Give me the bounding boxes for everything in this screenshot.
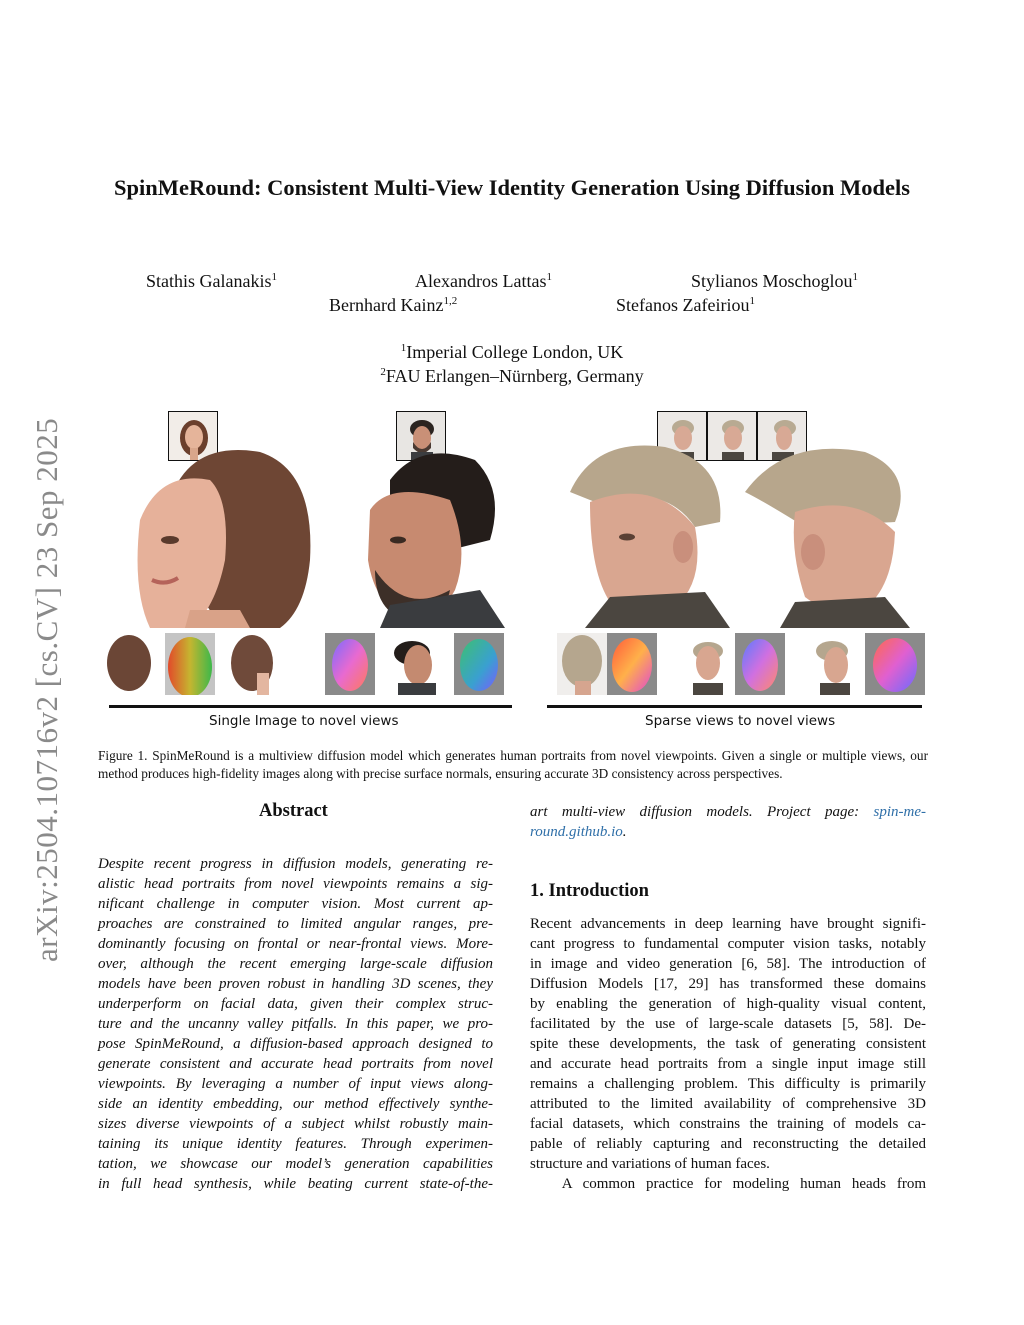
figure-label-sparse-views: Sparse views to novel views (645, 713, 836, 729)
author-2 (415, 271, 552, 292)
figure-caption: Figure 1. SpinMeRound is a multiview diffusion model which generates human portraits from novel viewpoints. Given a single or multiple views, our method produces high-fidelity images along with precise surface normals, ensuring accurate 3D consistency across perspectives. (98, 748, 928, 781)
intro-line: facilitated by the use of large-scale datasets [5, 58]. De- (530, 1016, 926, 1032)
author-1 (146, 271, 277, 292)
normal-map-tile-6 (865, 633, 925, 695)
abstract-line: nificant challenge in computer vision. Most current ap- (98, 896, 493, 912)
author-4 (329, 295, 457, 316)
continuation-end: . (622, 824, 627, 840)
paper-title: SpinMeRound: Consistent Multi-View Identity Generation Using Diffusion Models (113, 175, 911, 200)
intro-line: Diffusion Models [17, 29] has transformed these domains (530, 976, 926, 992)
introduction-heading: 1. Introduction (530, 881, 649, 901)
intro-line: remains a challenging problem. This difficulty is primarily (530, 1076, 926, 1092)
normal-map-tile-1 (165, 633, 215, 695)
generated-view-sparse-1 (555, 432, 735, 628)
abstract-line: alistic head portraits from novel viewpoints remains a sig- (98, 876, 493, 892)
author-name: Alexandros Lattas (415, 271, 547, 291)
abstract-line: over, although the recent emerging large-scale diffusion (98, 956, 493, 972)
abstract-line: taining its unique identity features. Through experimen- (98, 1136, 493, 1152)
abstract-heading: Abstract (259, 801, 328, 821)
abstract-line: sizes diverse viewpoints of a subject whilst robustly main- (98, 1116, 493, 1132)
affiliation-mark: 1 (400, 342, 407, 354)
abstract-line: side an identity embedding, our method effectively synthe- (98, 1096, 493, 1112)
abstract-line: dominantly focusing on frontal or near-frontal views. More- (98, 936, 493, 952)
project-page-link-cont[interactable]: round.github.io (530, 824, 623, 840)
abstract-line: tation, we showcase our model’s generation capabilities (98, 1156, 493, 1172)
generated-view-sparse-2 (735, 432, 925, 628)
author-affil-mark: 1,2 (443, 295, 458, 307)
intro-line: in image and video generation [6, 58]. The introduction of (530, 956, 926, 972)
abstract-continuation-line-1 (530, 802, 926, 822)
author-name: Stylianos Moschoglou (691, 271, 853, 291)
author-3 (691, 271, 858, 292)
intro-line: spite these developments, the task of generating consistent (530, 1036, 926, 1052)
intro-line: facial datasets, which constrains the training of models ca- (530, 1116, 926, 1132)
abstract-line: models have been proven robust in handling 3D scenes, they (98, 976, 493, 992)
abstract-line: ture and the uncanny valley pitfalls. In this paper, we pro- (98, 1016, 493, 1032)
generated-view-man (350, 440, 505, 628)
normal-map-tile-5 (735, 633, 785, 695)
group-divider-left (109, 705, 512, 708)
author-name: Stefanos Zafeiriou (616, 295, 750, 315)
view-tile-hair-back (104, 633, 154, 695)
view-tile-man-side (390, 633, 440, 695)
intro-line: by enabling the generation of high-quality visual content, (530, 996, 926, 1012)
continuation-text: art multi-view diffusion models. Project page: (530, 804, 860, 820)
intro-line: cant progress to fundamental computer vision tasks, notably (530, 936, 926, 952)
view-tile-sparse-back (557, 633, 607, 695)
figure-label-single-image: Single Image to novel views (209, 713, 399, 729)
author-affil-mark: 1 (271, 271, 277, 283)
author-affil-mark: 1 (546, 271, 552, 283)
arxiv-identifier-stamp: arXiv:2504.10716v2 [cs.CV] 23 Sep 2025 (29, 417, 64, 962)
group-divider-right (547, 705, 922, 708)
intro-line: structure and variations of human faces. (530, 1156, 770, 1172)
author-name: Stathis Galanakis (146, 271, 272, 291)
intro-line: Recent advancements in deep learning have brought signifi- (530, 916, 926, 932)
intro-line: attributed to the limited availability of comprehensive 3D (530, 1096, 926, 1112)
affiliation-mark: 2 (380, 366, 386, 378)
abstract-line: pose SpinMeRound, a diffusion-based approach designed to (98, 1036, 493, 1052)
author-affil-mark: 1 (749, 295, 755, 307)
abstract-line: generate consistent and accurate head portraits from novel (98, 1056, 493, 1072)
view-tile-sparse-front (683, 633, 733, 695)
view-tile-sparse-profile (810, 633, 860, 695)
abstract-line: underperform on facial data, given their complex struc- (98, 996, 493, 1012)
project-page-link[interactable]: spin-me- (873, 804, 927, 820)
affiliation-2 (0, 366, 1024, 387)
abstract-line: viewpoints. By leveraging a number of input views along- (98, 1076, 493, 1092)
affiliation-1 (0, 342, 1024, 363)
affiliation-name: FAU Erlangen–Nürnberg, Germany (385, 366, 644, 386)
generated-view-woman (130, 440, 315, 628)
normal-map-tile-2 (325, 633, 375, 695)
intro-line: and accurate head portraits from a single input image still (530, 1056, 926, 1072)
abstract-line: in full head synthesis, while beating current state-of-the- (98, 1176, 493, 1192)
abstract-line: proaches are constrained to limited angular ranges, pre- (98, 916, 493, 932)
abstract-body (98, 854, 493, 1194)
normal-map-tile-3 (454, 633, 504, 695)
abstract-continuation (530, 802, 926, 842)
normal-map-tile-4 (607, 633, 657, 695)
author-affil-mark: 1 (852, 271, 859, 283)
introduction-body (530, 914, 926, 1194)
intro-line: A common practice for modeling human heads from (530, 1176, 926, 1192)
intro-line: pable of reliably capturing and reconstructing the detailed (530, 1136, 926, 1152)
view-tile-hair-side (227, 633, 277, 695)
abstract-line: Despite recent progress in diffusion models, generating re- (98, 856, 493, 872)
author-5 (616, 295, 755, 316)
author-name: Bernhard Kainz (329, 295, 444, 315)
affiliation-name: Imperial College London, UK (406, 342, 624, 362)
abstract-continuation-line-2 (530, 822, 926, 842)
